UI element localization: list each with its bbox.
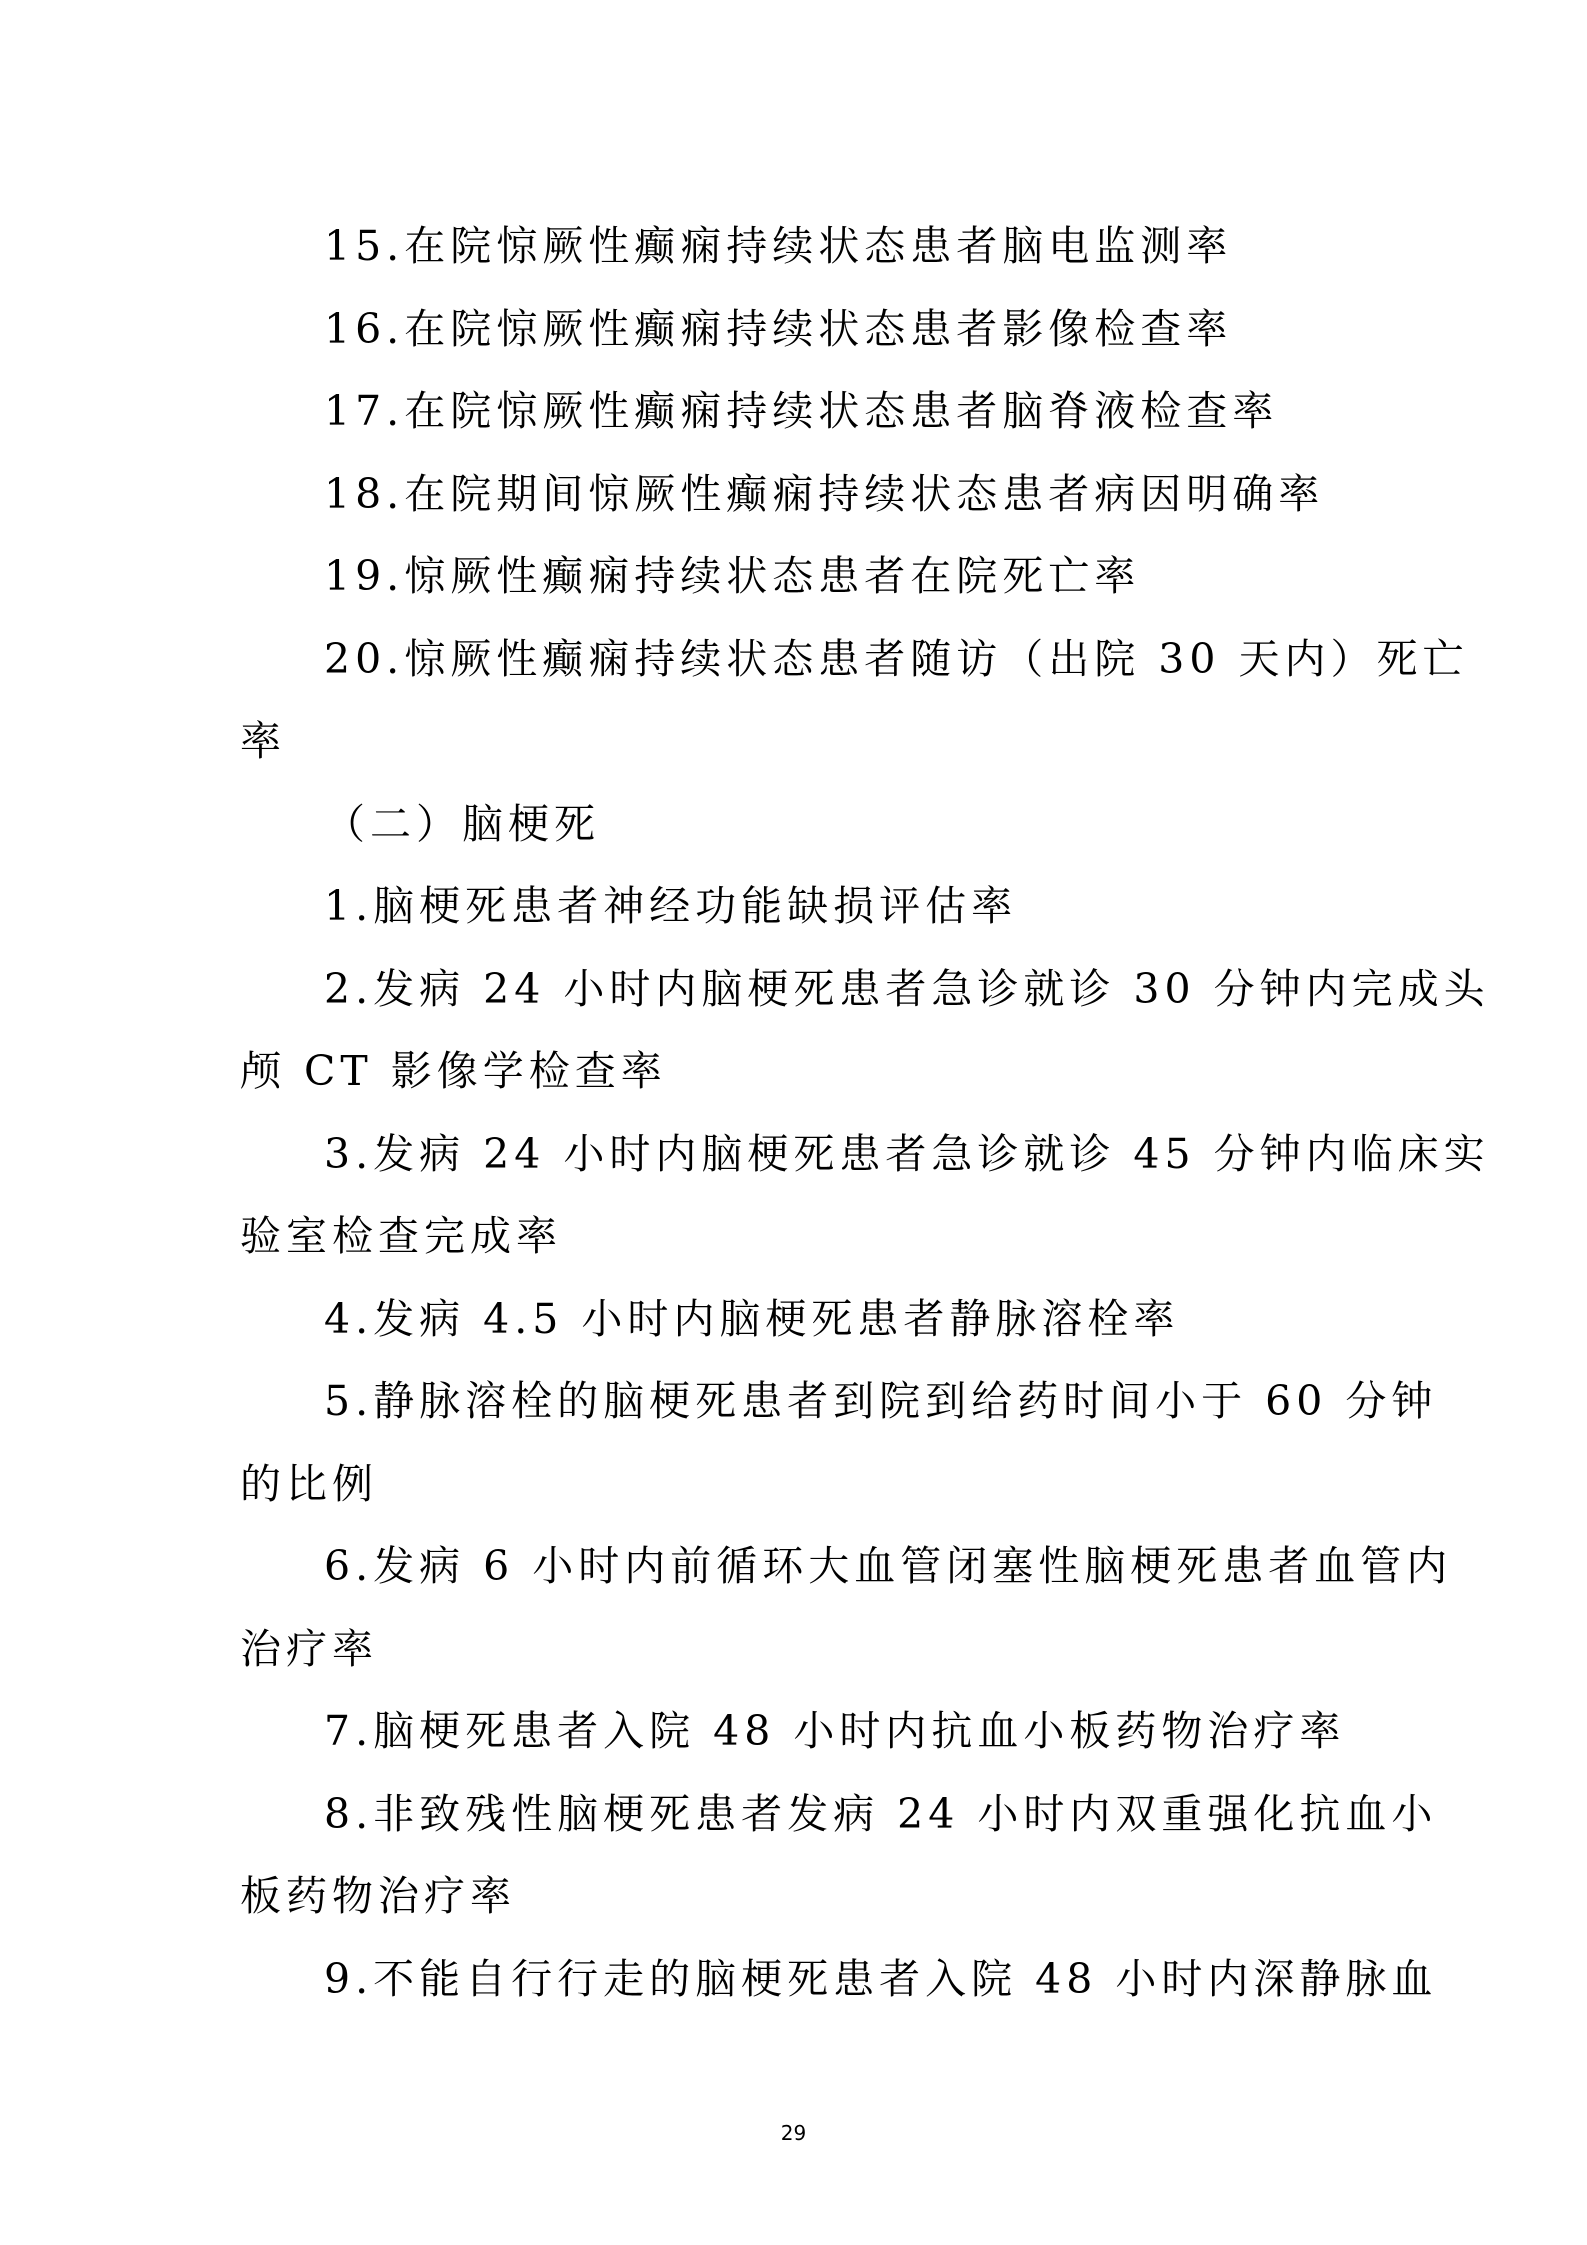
text-line-continuation: 的比例 [240,1459,378,1508]
text-line: 4.发病 4.5 小时内脑梗死患者静脉溶栓率 [324,1294,1180,1343]
text-line: 1.脑梗死患者神经功能缺损评估率 [324,882,1018,930]
text-line: 17.在院惊厥性癫痫持续状态患者脑脊液检查率 [324,387,1279,435]
text-line-continuation: 验室检查完成率 [240,1212,562,1260]
text-line: 2.发病 24 小时内脑梗死患者急诊就诊 30 分钟内完成头 [324,964,1490,1013]
text-line-continuation: 板药物治疗率 [240,1872,516,1920]
text-line: 16.在院惊厥性癫痫持续状态患者影像检查率 [324,304,1233,353]
text-line: 7.脑梗死患者入院 48 小时内抗血小板药物治疗率 [324,1707,1346,1755]
text-line-continuation: 治疗率 [240,1624,378,1673]
text-line: 8.非致残性脑梗死患者发病 24 小时内双重强化抗血小 [324,1789,1438,1838]
text-line: 3.发病 24 小时内脑梗死患者急诊就诊 45 分钟内临床实 [324,1129,1490,1178]
text-line: 9.不能自行行走的脑梗死患者入院 48 小时内深静脉血 [324,1954,1438,2003]
text-line-continuation: 颅 CT 影像学检查率 [240,1047,667,1095]
text-line: 20.惊厥性癫痫持续状态患者随访（出院 30 天内）死亡 [324,634,1469,683]
text-line: 19.惊厥性癫痫持续状态患者在院死亡率 [324,552,1141,600]
document-body [240,205,1490,2020]
page-number: 29 [780,2121,807,2145]
text-line: 5.静脉溶栓的脑梗死患者到院到给药时间小于 60 分钟 [324,1377,1438,1425]
text-line: 6.发病 6 小时内前循环大血管闭塞性脑梗死患者血管内 [324,1542,1453,1590]
text-line: 15.在院惊厥性癫痫持续状态患者脑电监测率 [324,222,1233,270]
text-line: 18.在院期间惊厥性癫痫持续状态患者病因明确率 [324,469,1325,518]
section-heading: （二）脑梗死 [324,799,600,848]
text-line-continuation: 率 [240,717,286,765]
